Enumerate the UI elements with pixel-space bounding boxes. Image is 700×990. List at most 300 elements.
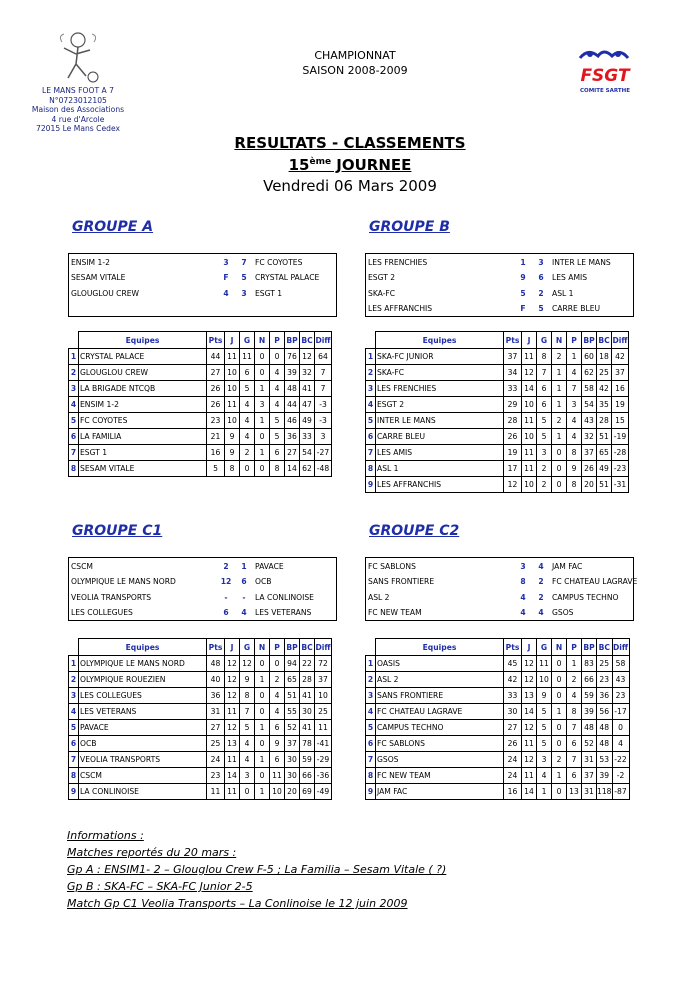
match-home-score: 9 bbox=[520, 273, 526, 282]
stat-cell: 4 bbox=[270, 365, 285, 381]
stat-cell: 51 bbox=[285, 688, 300, 704]
stat-cell: 47 bbox=[300, 397, 315, 413]
standings-row bbox=[69, 397, 332, 413]
team-name-cell: OLYMPIQUE ROUEZIEN bbox=[79, 672, 207, 688]
stat-cell: 19 bbox=[612, 397, 629, 413]
stat-cell: -17 bbox=[612, 704, 629, 720]
stat-cell: 8 bbox=[240, 688, 255, 704]
column-header: Pts bbox=[504, 639, 522, 656]
match-away-score: 6 bbox=[241, 577, 247, 586]
stat-cell: 27 bbox=[207, 365, 225, 381]
stat-cell: 21 bbox=[207, 429, 225, 445]
team-name-cell: OASIS bbox=[376, 656, 504, 672]
stat-cell: 25 bbox=[207, 736, 225, 752]
stat-cell: 5 bbox=[270, 429, 285, 445]
standings-header-row bbox=[366, 639, 630, 656]
stat-cell: 4 bbox=[270, 381, 285, 397]
stat-cell: 2 bbox=[552, 752, 567, 768]
match-away-team: INTER LE MANS bbox=[552, 257, 611, 267]
stat-cell: 11 bbox=[225, 752, 240, 768]
stat-cell: 24 bbox=[504, 768, 522, 784]
match-home-score: F bbox=[520, 304, 526, 313]
stat-cell: 20 bbox=[582, 477, 597, 493]
stat-cell: 16 bbox=[207, 445, 225, 461]
stat-cell: 0 bbox=[270, 349, 285, 365]
rank-cell: 2 bbox=[69, 672, 79, 688]
stat-cell: 32 bbox=[300, 365, 315, 381]
match-home-score: F bbox=[223, 273, 229, 282]
stat-cell: 4 bbox=[537, 768, 552, 784]
team-name-cell: CAMPUS TECHNO bbox=[376, 720, 504, 736]
rank-cell: 3 bbox=[69, 381, 79, 397]
match-away-score: 4 bbox=[241, 608, 247, 617]
stat-cell: -49 bbox=[315, 784, 332, 800]
rank-cell: 5 bbox=[69, 413, 79, 429]
column-header: N bbox=[255, 639, 270, 656]
rank-cell: 7 bbox=[69, 752, 79, 768]
standings-row bbox=[69, 752, 332, 768]
stat-cell: 52 bbox=[582, 736, 597, 752]
match-home-score: - bbox=[224, 592, 228, 602]
stat-cell: 48 bbox=[207, 656, 225, 672]
stat-cell: 59 bbox=[582, 688, 597, 704]
stat-cell: -3 bbox=[315, 397, 332, 413]
stat-cell: 12 bbox=[300, 349, 315, 365]
standings-row bbox=[69, 445, 332, 461]
stat-cell: 0 bbox=[240, 784, 255, 800]
column-header: BP bbox=[582, 332, 597, 349]
stat-cell: 28 bbox=[504, 413, 522, 429]
stat-cell: 76 bbox=[285, 349, 300, 365]
stat-cell: 9 bbox=[225, 429, 240, 445]
match-home-team: SKA-FC bbox=[368, 288, 396, 298]
match-home-team: LES AFFRANCHIS bbox=[368, 304, 433, 313]
match-home-score: 8 bbox=[520, 577, 526, 586]
stat-cell: 12 bbox=[522, 720, 537, 736]
standings-row bbox=[366, 672, 630, 688]
stat-cell: 11 bbox=[225, 704, 240, 720]
stat-cell: 6 bbox=[270, 752, 285, 768]
group-title: GROUPE C2 bbox=[369, 523, 460, 539]
match-away-team: OCB bbox=[255, 577, 272, 586]
team-name-cell: OLYMPIQUE LE MANS NORD bbox=[79, 656, 207, 672]
stat-cell: 30 bbox=[285, 768, 300, 784]
stat-cell: 4 bbox=[240, 429, 255, 445]
header-spacer bbox=[366, 332, 376, 349]
match-away-score: 6 bbox=[538, 273, 544, 282]
stat-cell: 9 bbox=[270, 736, 285, 752]
stat-cell: 11 bbox=[270, 768, 285, 784]
stat-cell: 30 bbox=[504, 704, 522, 720]
rank-cell: 1 bbox=[69, 349, 79, 365]
stat-cell: 62 bbox=[300, 461, 315, 477]
rank-cell: 1 bbox=[366, 349, 376, 365]
match-home-team: FC NEW TEAM bbox=[368, 608, 422, 617]
stat-cell: 27 bbox=[504, 720, 522, 736]
match-home-team: ASL 2 bbox=[368, 592, 390, 602]
column-header: Diff bbox=[315, 332, 332, 349]
stat-cell: 11 bbox=[315, 720, 332, 736]
header-line-1: CHAMPIONNAT bbox=[314, 49, 396, 62]
stat-cell: 6 bbox=[537, 397, 552, 413]
match-away-score: 3 bbox=[538, 257, 544, 267]
standings-row bbox=[69, 349, 332, 365]
rank-cell: 4 bbox=[69, 397, 79, 413]
stat-cell: 37 bbox=[582, 445, 597, 461]
team-name-cell: ASL 1 bbox=[376, 461, 504, 477]
column-header: Diff bbox=[612, 639, 629, 656]
stat-cell: 0 bbox=[552, 784, 567, 800]
team-name-cell: OCB bbox=[79, 736, 207, 752]
column-header: BC bbox=[300, 332, 315, 349]
stat-cell: 26 bbox=[207, 381, 225, 397]
match-row bbox=[366, 285, 633, 301]
stat-cell: 4 bbox=[567, 365, 582, 381]
stat-cell: 33 bbox=[504, 688, 522, 704]
standings-row bbox=[366, 720, 630, 736]
stat-cell: 56 bbox=[597, 704, 613, 720]
team-name-cell: FC NEW TEAM bbox=[376, 768, 504, 784]
column-header: P bbox=[270, 639, 285, 656]
stat-cell: 62 bbox=[582, 365, 597, 381]
stat-cell: 12 bbox=[522, 656, 537, 672]
title-line-1: RESULTATS - CLASSEMENTS bbox=[234, 134, 466, 152]
match-row bbox=[366, 254, 633, 270]
match-home-score: 6 bbox=[223, 608, 229, 617]
rank-cell: 3 bbox=[69, 688, 79, 704]
stat-cell: 1 bbox=[255, 413, 270, 429]
stat-cell: -2 bbox=[612, 768, 629, 784]
stat-cell: 4 bbox=[240, 397, 255, 413]
page-title bbox=[150, 134, 550, 197]
standings-row bbox=[69, 413, 332, 429]
stat-cell: 4 bbox=[567, 413, 582, 429]
stat-cell: 43 bbox=[582, 413, 597, 429]
stat-cell: 20 bbox=[285, 784, 300, 800]
standings-row bbox=[69, 365, 332, 381]
stat-cell: 9 bbox=[225, 445, 240, 461]
info-line: Match Gp C1 Veolia Transports – La Conlinoise le 12 juin 2009 bbox=[67, 897, 408, 910]
stat-cell: -27 bbox=[315, 445, 332, 461]
standings-row bbox=[366, 429, 629, 445]
stat-cell: 7 bbox=[240, 704, 255, 720]
match-away-team: FC CHATEAU LAGRAVE bbox=[552, 577, 638, 586]
column-header: Diff bbox=[612, 332, 629, 349]
stat-cell: 1 bbox=[552, 365, 567, 381]
group-title: GROUPE C1 bbox=[72, 523, 163, 539]
title-date: Vendredi 06 Mars 2009 bbox=[263, 177, 437, 195]
stat-cell: 118 bbox=[597, 784, 613, 800]
standings-row bbox=[69, 656, 332, 672]
stat-cell: 49 bbox=[300, 413, 315, 429]
match-row bbox=[366, 605, 633, 621]
match-away-score: 7 bbox=[241, 257, 247, 267]
rank-cell: 2 bbox=[366, 365, 376, 381]
rank-cell: 7 bbox=[69, 445, 79, 461]
header-spacer bbox=[69, 332, 79, 349]
stat-cell: 13 bbox=[225, 736, 240, 752]
stat-cell: 3 bbox=[537, 752, 552, 768]
match-away-team: CARRE BLEU bbox=[552, 304, 601, 313]
stat-cell: 4 bbox=[270, 688, 285, 704]
standings-table bbox=[68, 638, 332, 800]
rank-cell: 4 bbox=[69, 704, 79, 720]
stat-cell: 12 bbox=[225, 688, 240, 704]
match-row bbox=[69, 589, 336, 605]
stat-cell: 31 bbox=[207, 704, 225, 720]
group-title: GROUPE A bbox=[72, 219, 154, 235]
standings-row bbox=[69, 768, 332, 784]
stat-cell: 19 bbox=[504, 445, 522, 461]
round-suffix: ème bbox=[309, 157, 332, 167]
organizer-line: Maison des Associations bbox=[31, 105, 125, 115]
match-away-team: ESGT 1 bbox=[255, 288, 283, 298]
stat-cell: 14 bbox=[522, 784, 537, 800]
stat-cell: 42 bbox=[504, 672, 522, 688]
standings-row bbox=[69, 461, 332, 477]
stat-cell: 3 bbox=[255, 397, 270, 413]
stat-cell: 2 bbox=[552, 349, 567, 365]
standings-row bbox=[69, 429, 332, 445]
team-name-cell: JAM FAC bbox=[376, 784, 504, 800]
match-results-box bbox=[365, 253, 634, 317]
stat-cell: 33 bbox=[300, 429, 315, 445]
column-header: BP bbox=[285, 332, 300, 349]
stat-cell: 41 bbox=[300, 381, 315, 397]
stat-cell: 8 bbox=[567, 477, 582, 493]
team-name-cell: GLOUGLOU CREW bbox=[79, 365, 207, 381]
match-home-team: CSCM bbox=[71, 561, 93, 571]
match-away-score: - bbox=[242, 592, 246, 602]
stat-cell: 14 bbox=[522, 381, 537, 397]
rank-cell: 7 bbox=[366, 752, 376, 768]
stat-cell: 0 bbox=[552, 688, 567, 704]
match-row bbox=[366, 270, 633, 286]
match-results-box bbox=[68, 557, 337, 621]
standings-table bbox=[365, 638, 630, 800]
match-away-score: 2 bbox=[538, 577, 544, 586]
stat-cell: 7 bbox=[315, 365, 332, 381]
match-home-score: 1 bbox=[520, 257, 526, 267]
column-header: BC bbox=[597, 332, 612, 349]
match-home-team: SANS FRONTIERE bbox=[368, 577, 435, 586]
team-name-cell: FC COYOTES bbox=[79, 413, 207, 429]
stat-cell: 36 bbox=[207, 688, 225, 704]
stat-cell: 48 bbox=[285, 381, 300, 397]
stat-cell: 11 bbox=[522, 736, 537, 752]
match-row bbox=[366, 574, 638, 590]
stat-cell: 1 bbox=[552, 704, 567, 720]
stat-cell: 51 bbox=[597, 429, 612, 445]
team-name-cell: SESAM VITALE bbox=[79, 461, 207, 477]
match-away-team: PAVACE bbox=[255, 561, 284, 571]
stat-cell: 2 bbox=[537, 477, 552, 493]
column-header: P bbox=[567, 332, 582, 349]
stat-cell: 26 bbox=[504, 429, 522, 445]
stat-cell: 4 bbox=[567, 429, 582, 445]
rank-cell: 4 bbox=[366, 704, 376, 720]
stat-cell: -3 bbox=[315, 413, 332, 429]
column-header: Pts bbox=[504, 332, 522, 349]
stat-cell: 4 bbox=[240, 736, 255, 752]
column-header: Equipes bbox=[79, 639, 207, 656]
column-header: N bbox=[255, 332, 270, 349]
stat-cell: 45 bbox=[504, 656, 522, 672]
stat-cell: 10 bbox=[522, 429, 537, 445]
team-name-cell: SKA-FC JUNIOR bbox=[376, 349, 504, 365]
team-name-cell: SANS FRONTIERE bbox=[376, 688, 504, 704]
team-name-cell: LES COLLEGUES bbox=[79, 688, 207, 704]
stat-cell: 12 bbox=[522, 365, 537, 381]
stat-cell: 0 bbox=[552, 445, 567, 461]
match-home-team: ESGT 2 bbox=[368, 273, 396, 282]
stat-cell: 12 bbox=[522, 752, 537, 768]
column-header: G bbox=[240, 639, 255, 656]
stat-cell: 7 bbox=[567, 381, 582, 397]
match-home-score: 3 bbox=[223, 257, 229, 267]
rank-cell: 8 bbox=[69, 768, 79, 784]
stat-cell: 43 bbox=[612, 672, 629, 688]
stat-cell: 9 bbox=[567, 461, 582, 477]
info-line: Gp B : SKA-FC – SKA-FC Junior 2-5 bbox=[67, 880, 253, 893]
stat-cell: 0 bbox=[270, 656, 285, 672]
match-home-score: 4 bbox=[223, 288, 229, 298]
stat-cell: 49 bbox=[597, 461, 612, 477]
match-away-team: CRYSTAL PALACE bbox=[255, 273, 320, 282]
match-away-score: 5 bbox=[538, 304, 544, 313]
stat-cell: 22 bbox=[300, 656, 315, 672]
stat-cell: 37 bbox=[285, 736, 300, 752]
stat-cell: 46 bbox=[285, 413, 300, 429]
organizer-line: 72015 Le Mans Cedex bbox=[36, 124, 120, 134]
rank-cell: 7 bbox=[366, 445, 376, 461]
stat-cell: 1 bbox=[255, 445, 270, 461]
stat-cell: 23 bbox=[207, 413, 225, 429]
stat-cell: 48 bbox=[597, 720, 613, 736]
match-home-team: LES FRENCHIES bbox=[368, 257, 428, 267]
stat-cell: -19 bbox=[612, 429, 629, 445]
stat-cell: 0 bbox=[612, 720, 629, 736]
stat-cell: 42 bbox=[612, 349, 629, 365]
match-row bbox=[69, 558, 336, 574]
stat-cell: 94 bbox=[285, 656, 300, 672]
column-header: Diff bbox=[315, 639, 332, 656]
standings-header-row bbox=[69, 332, 332, 349]
match-home-team: LES COLLEGUES bbox=[71, 608, 133, 617]
stat-cell: 52 bbox=[285, 720, 300, 736]
stat-cell: 10 bbox=[225, 365, 240, 381]
stat-cell: 34 bbox=[504, 365, 522, 381]
column-header: J bbox=[522, 332, 537, 349]
organizer-line: LE MANS FOOT A 7 bbox=[42, 86, 114, 95]
stat-cell: 16 bbox=[504, 784, 522, 800]
stat-cell: 28 bbox=[300, 672, 315, 688]
stat-cell: 0 bbox=[552, 461, 567, 477]
stat-cell: 24 bbox=[207, 752, 225, 768]
stat-cell: 2 bbox=[270, 672, 285, 688]
standings-row bbox=[366, 461, 629, 477]
stat-cell: 8 bbox=[567, 445, 582, 461]
stat-cell: 10 bbox=[225, 381, 240, 397]
stat-cell: -31 bbox=[612, 477, 629, 493]
stat-cell: 0 bbox=[255, 365, 270, 381]
match-results-box bbox=[68, 253, 337, 317]
club-logo bbox=[48, 30, 108, 84]
stat-cell: 40 bbox=[207, 672, 225, 688]
stat-cell: 39 bbox=[582, 704, 597, 720]
organizer-line: 4 rue d'Arcole bbox=[51, 114, 105, 124]
column-header: N bbox=[552, 639, 567, 656]
team-name-cell: LA FAMILIA bbox=[79, 429, 207, 445]
standings-table bbox=[68, 331, 332, 477]
stat-cell: 14 bbox=[225, 768, 240, 784]
match-home-team: OLYMPIQUE LE MANS NORD bbox=[71, 577, 176, 586]
stat-cell: 29 bbox=[504, 397, 522, 413]
stat-cell: 0 bbox=[552, 720, 567, 736]
stat-cell: 11 bbox=[522, 413, 537, 429]
match-results-box bbox=[365, 557, 638, 621]
stat-cell: 11 bbox=[537, 656, 552, 672]
rank-cell: 5 bbox=[366, 413, 376, 429]
header-spacer bbox=[366, 639, 376, 656]
stat-cell: -48 bbox=[315, 461, 332, 477]
column-header: P bbox=[567, 639, 582, 656]
rank-cell: 5 bbox=[366, 720, 376, 736]
stat-cell: 3 bbox=[315, 429, 332, 445]
stat-cell: 23 bbox=[207, 768, 225, 784]
stat-cell: -87 bbox=[612, 784, 629, 800]
team-name-cell: FC SABLONS bbox=[376, 736, 504, 752]
stat-cell: 35 bbox=[597, 397, 612, 413]
stat-cell: 3 bbox=[240, 768, 255, 784]
stat-cell: 11 bbox=[240, 349, 255, 365]
stat-cell: 0 bbox=[552, 477, 567, 493]
match-row bbox=[366, 558, 633, 574]
group-title: GROUPE B bbox=[369, 219, 450, 235]
column-header: G bbox=[537, 332, 552, 349]
stat-cell: 4 bbox=[612, 736, 629, 752]
stat-cell: 24 bbox=[504, 752, 522, 768]
standings-row bbox=[366, 736, 630, 752]
match-away-team: ASL 1 bbox=[552, 288, 574, 298]
stat-cell: 0 bbox=[552, 736, 567, 752]
match-away-team: LA CONLINOISE bbox=[255, 592, 314, 602]
team-name-cell: LES AFFRANCHIS bbox=[376, 477, 504, 493]
stat-cell: 28 bbox=[597, 413, 612, 429]
team-name-cell: INTER LE MANS bbox=[376, 413, 504, 429]
standings-row bbox=[366, 349, 629, 365]
stat-cell: 31 bbox=[582, 752, 597, 768]
stat-cell: 39 bbox=[597, 768, 613, 784]
round-label: JOURNEE bbox=[331, 156, 412, 174]
stat-cell: 23 bbox=[597, 672, 613, 688]
column-header: J bbox=[225, 639, 240, 656]
team-name-cell: ENSIM 1-2 bbox=[79, 397, 207, 413]
stat-cell: 8 bbox=[225, 461, 240, 477]
stat-cell: 13 bbox=[567, 784, 582, 800]
stat-cell: 30 bbox=[300, 704, 315, 720]
stat-cell: 8 bbox=[567, 704, 582, 720]
match-away-score: 1 bbox=[241, 561, 247, 571]
rank-cell: 3 bbox=[366, 688, 376, 704]
stat-cell: 55 bbox=[285, 704, 300, 720]
standings-row bbox=[69, 736, 332, 752]
stat-cell: 66 bbox=[300, 768, 315, 784]
column-header: BC bbox=[597, 639, 613, 656]
column-header: Pts bbox=[207, 639, 225, 656]
stat-cell: 4 bbox=[270, 397, 285, 413]
stat-cell: 25 bbox=[597, 365, 612, 381]
